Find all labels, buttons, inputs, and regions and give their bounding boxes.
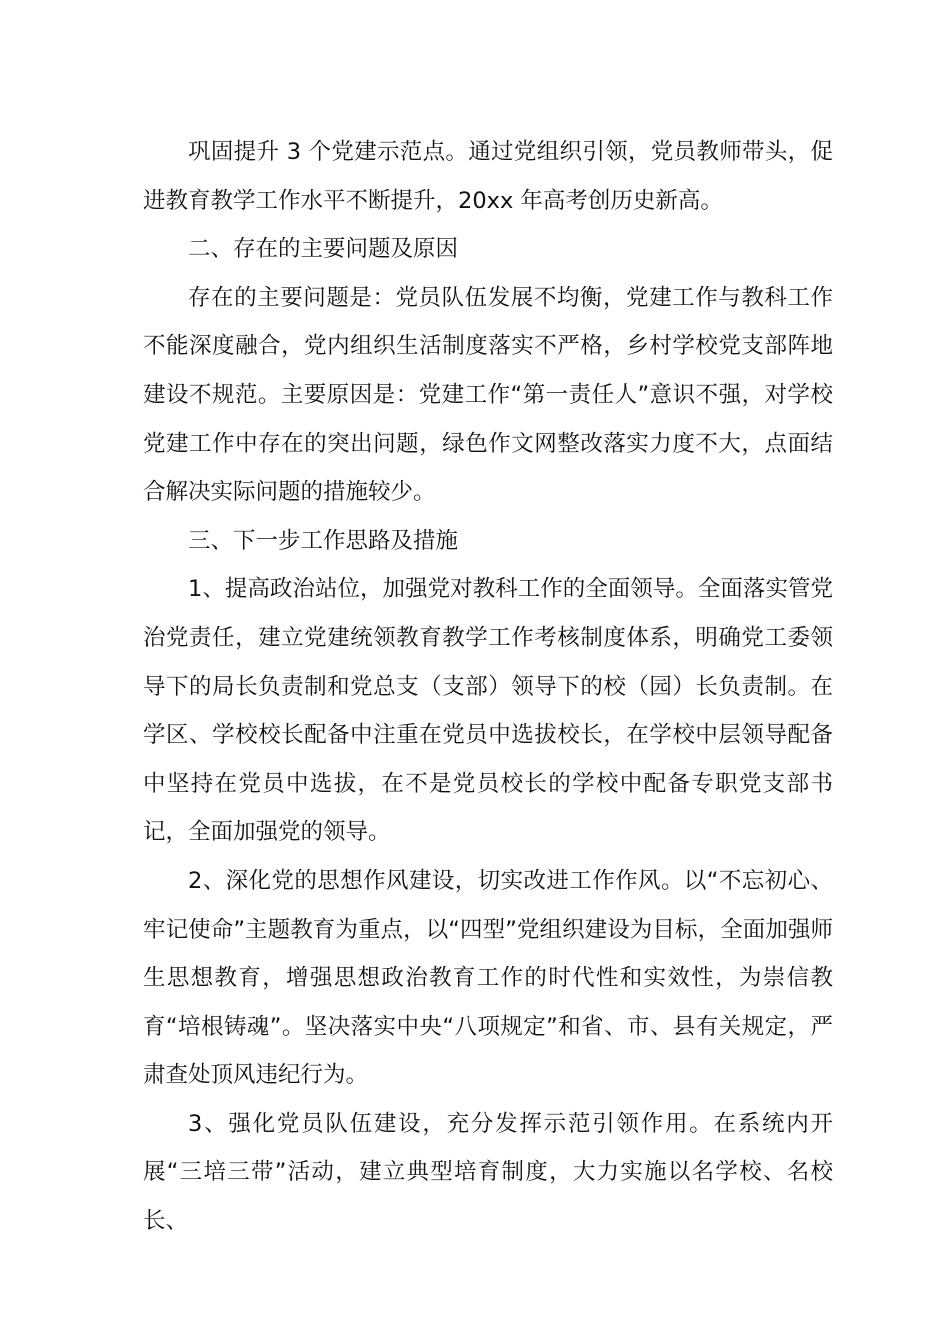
paragraph-measure-2: 2、深化党的思想作风建设，切实改进工作作风。以“不忘初心、牢记使命”主题教育为重点，以“四型”党组织建设为目标，全面加强师生思想教育，增强思想政治教育工作的时代性和实效性，为崇信教育“培根铸魂”。坚决落实中央“八项规定”和省、市、县有关规定，严肃查处顶风违纪行为。 xyxy=(143,867,833,1089)
section-heading-problems: 二、存在的主要问题及原因 xyxy=(188,236,459,263)
paragraph-measure-3: 3、强化党员队伍建设，充分发挥示范引领作用。在系统内开展“三培三带”活动，建立典型培育制度，大力实施以名学校、名校长、 xyxy=(143,1110,833,1235)
section-heading-next-steps: 三、下一步工作思路及措施 xyxy=(188,527,459,554)
paragraph-measure-1: 1、提高政治站位，加强党对教科工作的全面领导。全面落实管党治党责任，建立党建统领教育教学工作考核制度体系，明确党工委领导下的局长负责制和党总支（支部）领导下的校（园）长负责制。在学区、学校校长配备中注重在党员中选拔校长，在学校中层领导配备中坚持在党员中选拔，在不是党员校长的学校中配备专职党支部书记，全面加强党的领导。 xyxy=(143,576,833,846)
paragraph-problems: 存在的主要问题是：党员队伍发展不均衡，党建工作与教科工作不能深度融合，党内组织生活制度落实不严格，乡村学校党支部阵地建设不规范。主要原因是：党建工作“第一责任人”意识不强，对学校党建工作中存在的突出问题，绿色作文网整改落实力度不大，点面结合解决实际问题的措施较少。 xyxy=(143,284,833,506)
paragraph-achievement: 巩固提升 3 个党建示范点。通过党组织引领，党员教师带头，促进教育教学工作水平不断提升，20xx 年高考创历史新高。 xyxy=(143,139,833,214)
document-body xyxy=(143,128,833,1246)
